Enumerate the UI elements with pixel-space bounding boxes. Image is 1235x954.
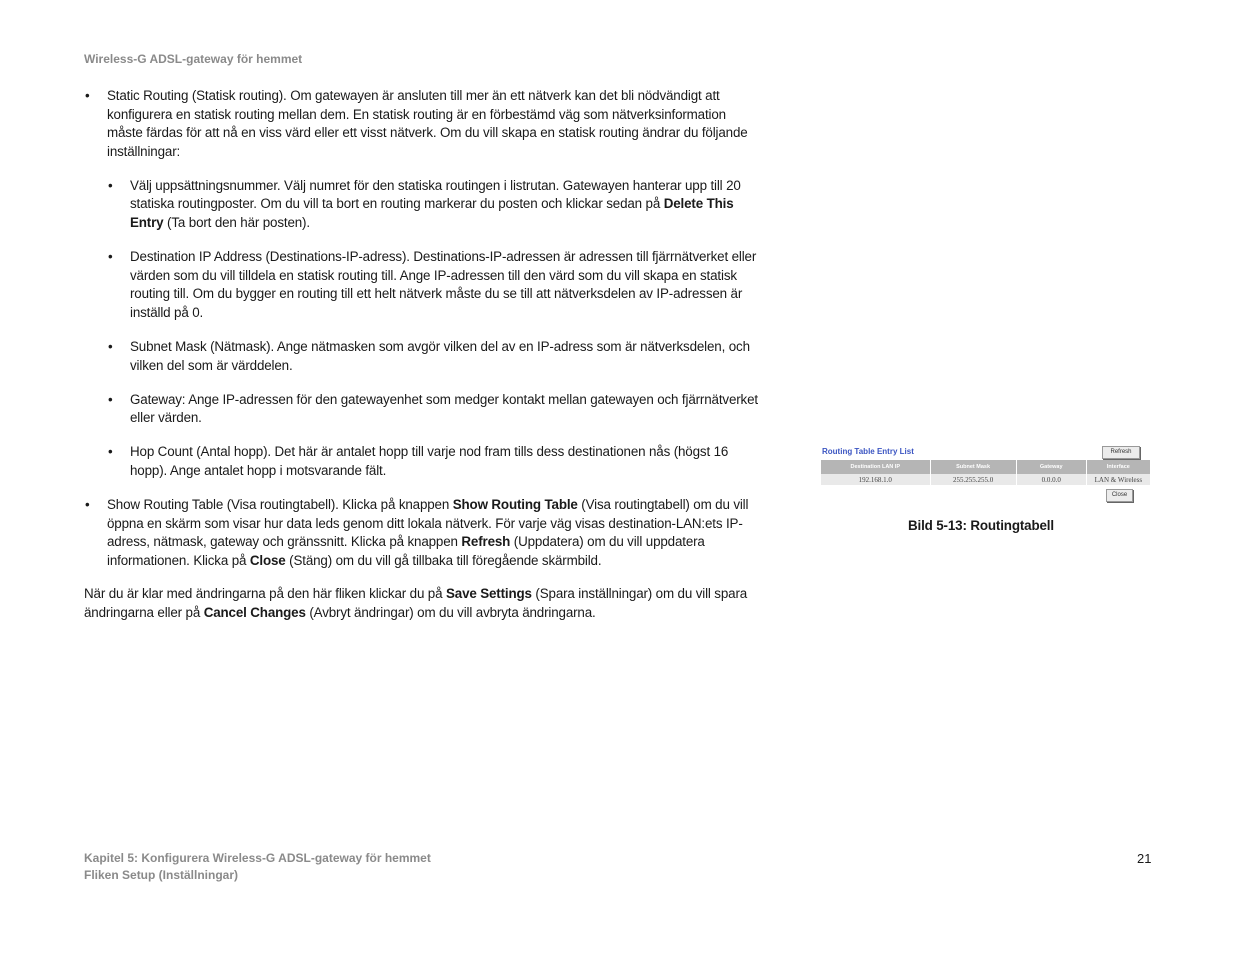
bullet: •	[108, 249, 113, 265]
hop-count-text: Hop Count (Antal hopp). Det här är antalet hopp till varje nod fram tills dess destinationen nås (högst 16 hopp). Ange antalet hopp i motsvarande fält.	[130, 444, 729, 478]
close-button[interactable]: Close	[1106, 489, 1133, 502]
subnet-mask-text: Subnet Mask (Nätmask). Ange nätmasken som avgör vilken del av en IP-adress som är nätverksdelen, och vilken del som är värddelen.	[130, 339, 750, 373]
bullet: •	[108, 339, 113, 355]
cancel-changes-label: Cancel Changes	[203, 605, 306, 621]
sub-item-gateway	[107, 391, 764, 428]
figure-caption: Bild 5-13: Routingtabell	[908, 518, 1054, 533]
sub-item-hop-count	[107, 443, 764, 480]
column-header: Gateway	[1016, 460, 1086, 474]
footer-section: Fliken Setup (Inställningar)	[84, 867, 239, 882]
figure-title: Routing Table Entry List	[822, 447, 914, 456]
destination-ip-text: Destination IP Address (Destinations-IP-adress). Destinations-IP-adressen är adressen till fjärrnätverket eller värden som du vill tilldela en statisk routing till. Ange IP-adressen till den värd som du vill skapa en statisk routing till. Om du bygger en routing till ett helt nätverk måste du se till att nätverksdelen av IP-adressen är inställd på 0.	[130, 249, 757, 320]
footer-chapter: Kapitel 5: Konfigurera Wireless-G ADSL-gateway för hemmet	[84, 851, 431, 865]
delete-entry-label: Delete This Entry	[130, 196, 734, 231]
close-label: Close	[249, 552, 286, 568]
refresh-button[interactable]: Refresh	[1102, 446, 1140, 459]
page-number: 21	[1137, 851, 1152, 866]
table-cell: 0.0.0.0	[1016, 474, 1086, 485]
routing-table	[821, 460, 1151, 485]
column-header: Interface	[1086, 460, 1150, 474]
bullet: •	[108, 444, 113, 460]
table-cell: 192.168.1.0	[821, 474, 930, 485]
save-settings-label: Save Settings	[445, 586, 532, 602]
list-item-show-routing-table	[84, 496, 764, 570]
closing-text-3: (Avbryt ändringar) om du vill avbryta ändringarna.	[305, 605, 596, 621]
sub-item-entry-number	[107, 177, 764, 233]
closing-paragraph	[84, 585, 764, 622]
table-row	[821, 474, 1151, 485]
static-routing-text: Static Routing (Statisk routing). Om gatewayen är ansluten till mer än ett nätverk kan det bli nödvändigt att konfigurera en statisk routing mellan dem. En statisk routing är en förbestämd väg som nätverksinformation måste färdas för att nå en viss värd eller ett visst nätverk. Om du vill skapa en statisk routing ändrar du följande inställningar:	[107, 88, 748, 159]
running-header: Wireless-G ADSL-gateway för hemmet	[84, 52, 303, 66]
entry-number-text-after: (Ta bort den här posten).	[163, 215, 310, 231]
bullet: •	[108, 391, 113, 407]
bullet: •	[85, 497, 90, 513]
table-header-row	[821, 460, 1151, 474]
show-routing-text-2: (Visa routingtabell) om du vill öppna en skärm som visar hur data leds genom ditt lokala nätverk. För varje väg visas destination-LAN:ets IP-adress, nätmask, gateway och gränssnitt. Klicka på knappen	[107, 497, 749, 550]
list-item-static-routing	[84, 87, 764, 481]
gateway-text: Gateway: Ange IP-adressen för den gatewayenhet som medger kontakt mellan gatewayen och fjärrnätverket eller värden.	[130, 391, 758, 426]
table-cell: 255.255.255.0	[930, 474, 1016, 485]
closing-text-2: (Spara inställningar) om du vill spara ändringarna eller på	[84, 586, 748, 621]
closing-text-1: När du är klar med ändringarna på den här fliken klickar du på	[84, 586, 446, 602]
sub-item-destination-ip	[107, 248, 764, 322]
sub-list	[107, 177, 764, 481]
entry-number-text: Välj uppsättningsnummer. Välj numret för den statiska routingen i listrutan. Gatewayen hanterar upp till 20 statiska routingposter. Om du vill ta bort en routing markerar du posten och klickar sedan på	[130, 177, 741, 212]
show-routing-text-1: Show Routing Table (Visa routingtabell). Klicka på knappen	[107, 497, 453, 513]
column-header: Destination LAN IP	[821, 460, 930, 474]
footer	[84, 850, 431, 883]
bullet: •	[108, 177, 113, 193]
show-routing-text-4: (Stäng) om du vill gå tillbaka till föregående skärmbild.	[285, 552, 602, 568]
bullet: •	[85, 88, 90, 103]
routing-table-screenshot	[818, 443, 1153, 513]
sub-item-subnet-mask	[107, 338, 764, 375]
main-content	[84, 87, 764, 623]
column-header: Subnet Mask	[930, 460, 1016, 474]
show-routing-table-label: Show Routing Table	[452, 497, 578, 513]
refresh-label: Refresh	[461, 534, 511, 550]
show-routing-text-3: (Uppdatera) om du vill uppdatera informationen. Klicka på	[107, 534, 705, 568]
table-cell: LAN & Wireless	[1086, 474, 1150, 485]
